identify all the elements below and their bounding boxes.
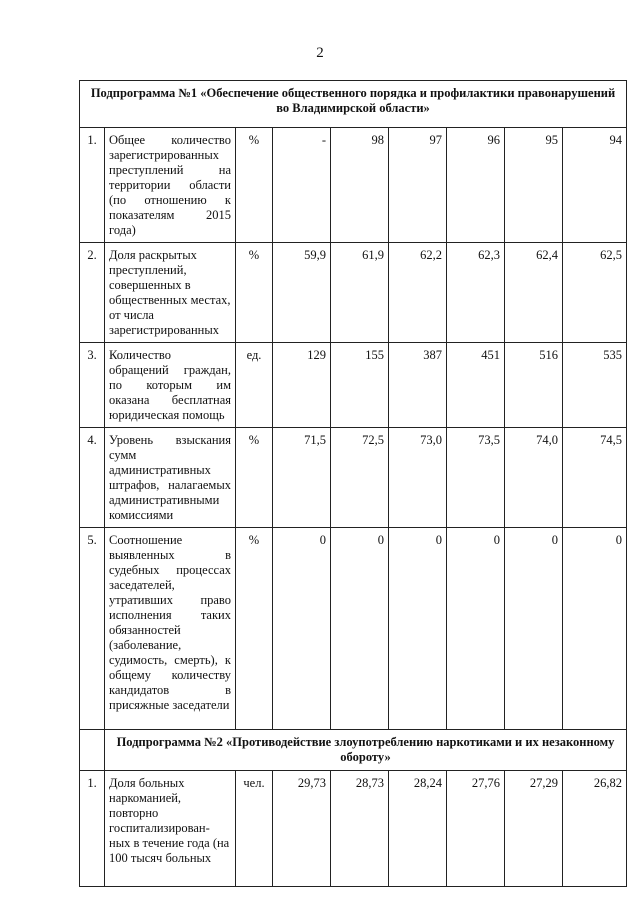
value-cell: 0 — [389, 528, 447, 730]
table-row — [80, 343, 627, 428]
value-cell: 62,5 — [563, 243, 627, 343]
unit-cell: % — [236, 128, 273, 243]
empty-cell — [80, 730, 105, 771]
row-number: 1. — [80, 771, 105, 887]
value-cell: 74,0 — [505, 428, 563, 528]
indicator-name: Доля раскрытых преступлений, совершенных в общественных местах, от числа зарегистрированных — [105, 243, 236, 343]
unit-cell: ед. — [236, 343, 273, 428]
value-cell: 74,5 — [563, 428, 627, 528]
section-title: Подпрограмма №2 «Противодействие злоупотреблению наркотиками и их незаконному обороту» — [105, 730, 627, 771]
indicator-name: Доля больных наркоманией, повторно госпитализирован-ных в течение года (на 100 тысяч больных — [105, 771, 236, 887]
value-cell: 0 — [331, 528, 389, 730]
page-number: 2 — [316, 45, 324, 61]
value-cell: 71,5 — [273, 428, 331, 528]
unit-cell: чел. — [236, 771, 273, 887]
value-cell: 61,9 — [331, 243, 389, 343]
value-cell: - — [273, 128, 331, 243]
value-cell: 62,4 — [505, 243, 563, 343]
value-cell: 0 — [505, 528, 563, 730]
indicator-name: Общее количество зарегистрированных преступлений на территории области (по отношению к показателям 2015 года) — [105, 128, 236, 243]
unit-cell: % — [236, 528, 273, 730]
value-cell: 129 — [273, 343, 331, 428]
value-cell: 72,5 — [331, 428, 389, 528]
unit-cell: % — [236, 243, 273, 343]
table-row — [80, 128, 627, 243]
row-number: 3. — [80, 343, 105, 428]
value-cell: 0 — [447, 528, 505, 730]
value-cell: 0 — [273, 528, 331, 730]
row-number: 4. — [80, 428, 105, 528]
value-cell: 516 — [505, 343, 563, 428]
indicator-name: Уровень взыскания сумм административных штрафов, налагаемых административными комиссиями — [105, 428, 236, 528]
section-header-row — [80, 730, 627, 771]
value-cell: 451 — [447, 343, 505, 428]
value-cell: 387 — [389, 343, 447, 428]
value-cell: 0 — [563, 528, 627, 730]
indicators-table — [79, 80, 627, 887]
value-cell: 28,73 — [331, 771, 389, 887]
table-row — [80, 428, 627, 528]
unit-cell: % — [236, 428, 273, 528]
value-cell: 62,2 — [389, 243, 447, 343]
table-row — [80, 243, 627, 343]
value-cell: 26,82 — [563, 771, 627, 887]
value-cell: 94 — [563, 128, 627, 243]
value-cell: 28,24 — [389, 771, 447, 887]
value-cell: 97 — [389, 128, 447, 243]
value-cell: 27,76 — [447, 771, 505, 887]
value-cell: 73,0 — [389, 428, 447, 528]
row-number: 2. — [80, 243, 105, 343]
indicator-name: Количество обращений граждан, по которым им оказана бесплатная юридическая помощь — [105, 343, 236, 428]
value-cell: 73,5 — [447, 428, 505, 528]
table-row — [80, 528, 627, 730]
row-number: 5. — [80, 528, 105, 730]
section-header-row — [80, 81, 627, 128]
row-number: 1. — [80, 128, 105, 243]
indicator-name: Соотношение выявленных в судебных процессах заседателей, утративших право исполнения таких обязанностей (заболевание, судимость, смерть), к общему количеству кандидатов в присяжные заседатели — [105, 528, 236, 730]
value-cell: 96 — [447, 128, 505, 243]
table-row — [80, 771, 627, 887]
value-cell: 535 — [563, 343, 627, 428]
value-cell: 29,73 — [273, 771, 331, 887]
value-cell: 98 — [331, 128, 389, 243]
value-cell: 95 — [505, 128, 563, 243]
section-title: Подпрограмма №1 «Обеспечение общественного порядка и профилактики правонарушений во Владимирской области» — [80, 81, 627, 128]
value-cell: 27,29 — [505, 771, 563, 887]
value-cell: 62,3 — [447, 243, 505, 343]
value-cell: 59,9 — [273, 243, 331, 343]
value-cell: 155 — [331, 343, 389, 428]
